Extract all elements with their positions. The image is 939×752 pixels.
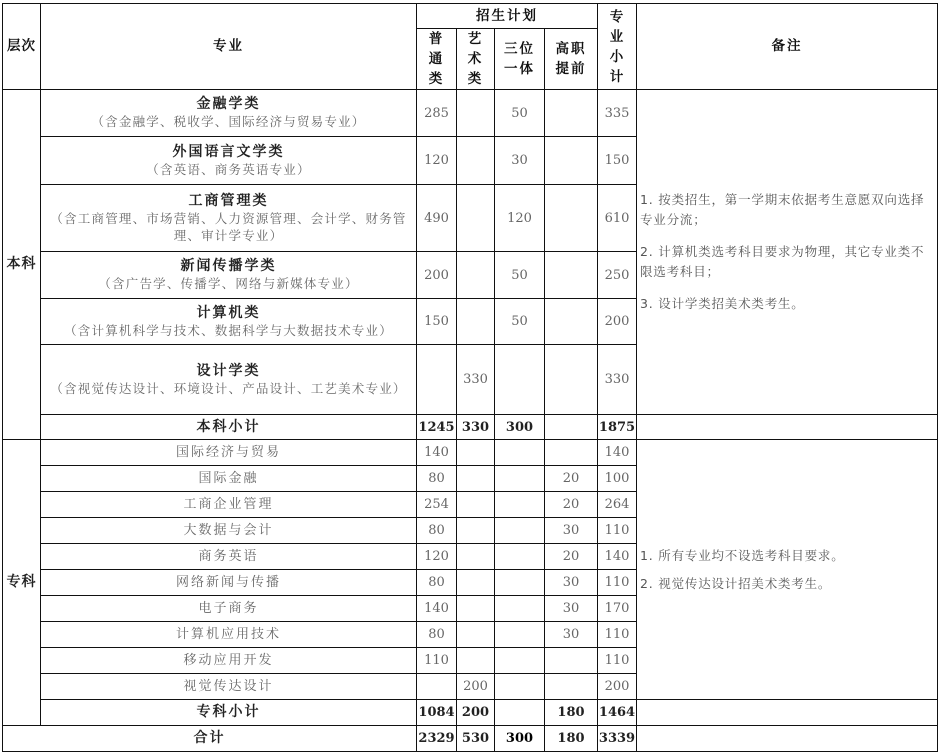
header-major: 专业 — [41, 4, 417, 90]
art-count: 330 — [457, 345, 495, 415]
general-count — [417, 674, 457, 700]
header-art — [457, 29, 495, 90]
art-count — [457, 492, 495, 518]
trinity-count: 50 — [495, 252, 545, 299]
general-count: 285 — [417, 90, 457, 137]
header-general-label: 普通类 — [428, 31, 445, 87]
art-count — [457, 90, 495, 137]
undergrad-remarks — [637, 90, 938, 415]
major-category-detail: （含工商管理、市场营销、人力资源管理、会计学、财务管理、审计学专业） — [50, 210, 407, 243]
major-category-detail: （含视觉传达设计、环境设计、产品设计、工艺美术专业） — [50, 380, 407, 396]
subtotal-count: 200 — [598, 674, 637, 700]
major-category-detail: （含广告学、传播学、网络与新媒体专业） — [98, 276, 359, 291]
subtotal-count: 170 — [598, 596, 637, 622]
undergrad-total-remark — [637, 415, 938, 440]
major-name: 视觉传达设计 — [41, 674, 417, 700]
major-name: 大数据与会计 — [41, 518, 417, 544]
grand-total-row — [3, 726, 938, 752]
subtotal-count: 1875 — [598, 415, 637, 440]
grand-total-remark — [637, 726, 938, 752]
general-count: 140 — [417, 596, 457, 622]
vocational-count — [545, 415, 598, 440]
header-vocational-label: 高职提前 — [555, 41, 587, 77]
trinity-count: 300 — [495, 726, 545, 752]
vocational-count: 20 — [545, 466, 598, 492]
subtotal-count: 110 — [598, 622, 637, 648]
vocational-count: 180 — [545, 700, 598, 726]
subtotal-count: 100 — [598, 466, 637, 492]
trinity-count: 120 — [495, 185, 545, 252]
art-count — [457, 648, 495, 674]
vocational-count — [545, 440, 598, 466]
art-count: 200 — [457, 700, 495, 726]
subtotal-count: 264 — [598, 492, 637, 518]
art-count — [457, 466, 495, 492]
general-count: 2329 — [417, 726, 457, 752]
junior-total-row — [3, 700, 938, 726]
vocational-count: 180 — [545, 726, 598, 752]
general-count: 140 — [417, 440, 457, 466]
trinity-count — [495, 570, 545, 596]
art-count: 530 — [457, 726, 495, 752]
major-name: 移动应用开发 — [41, 648, 417, 674]
undergrad-total-row — [3, 415, 938, 440]
major-category-title: 工商管理类 — [188, 192, 269, 209]
subtotal-count: 140 — [598, 544, 637, 570]
header-subtotal-label: 专业小计 — [609, 8, 625, 85]
vocational-count: 20 — [545, 544, 598, 570]
trinity-count: 50 — [495, 299, 545, 345]
major-category-detail: （含英语、商务英语专业） — [146, 161, 311, 177]
major-cell — [41, 90, 417, 137]
art-count — [457, 137, 495, 185]
art-count — [457, 299, 495, 345]
vocational-count — [545, 345, 598, 415]
major-cell — [41, 252, 417, 299]
general-count: 120 — [417, 137, 457, 185]
vocational-count — [545, 299, 598, 345]
level-junior: 专科 — [3, 440, 41, 726]
general-count — [417, 345, 457, 415]
general-count: 110 — [417, 648, 457, 674]
trinity-count — [495, 622, 545, 648]
header-subtotal — [598, 4, 637, 90]
trinity-count — [495, 596, 545, 622]
subtotal-count: 110 — [598, 570, 637, 596]
junior-total-label: 专科小计 — [41, 700, 417, 726]
trinity-count — [495, 700, 545, 726]
general-count: 120 — [417, 544, 457, 570]
major-category-detail: （含计算机科学与技术、数据科学与大数据技术专业） — [64, 322, 393, 338]
trinity-count: 30 — [495, 137, 545, 185]
art-count — [457, 596, 495, 622]
major-category-title: 计算机类 — [196, 304, 261, 321]
remark-item: 3. 设计学类招美术类考生。 — [640, 296, 805, 311]
trinity-count — [495, 466, 545, 492]
general-count: 150 — [417, 299, 457, 345]
art-count: 330 — [457, 415, 495, 440]
major-name: 电子商务 — [41, 596, 417, 622]
subtotal-count: 335 — [598, 90, 637, 137]
vocational-count — [545, 137, 598, 185]
trinity-count: 300 — [495, 415, 545, 440]
art-count — [457, 622, 495, 648]
subtotal-count: 610 — [598, 185, 637, 252]
general-count: 200 — [417, 252, 457, 299]
major-name: 国际金融 — [41, 466, 417, 492]
art-count — [457, 570, 495, 596]
major-cell — [41, 185, 417, 252]
general-count: 80 — [417, 622, 457, 648]
vocational-count: 30 — [545, 518, 598, 544]
subtotal-count: 250 — [598, 252, 637, 299]
enrollment-plan-table — [2, 3, 938, 752]
vocational-count — [545, 674, 598, 700]
general-count: 1245 — [417, 415, 457, 440]
art-count — [457, 518, 495, 544]
major-category-title: 新闻传播学类 — [180, 258, 277, 274]
major-category-title: 外国语言文学类 — [172, 143, 285, 160]
major-name: 计算机应用技术 — [41, 622, 417, 648]
subtotal-count: 200 — [598, 299, 637, 345]
remark-item: 2. 计算机类选考科目要求为物理，其它专业类不限选考科目； — [640, 244, 925, 279]
remark-item: 1. 按类招生，第一学期末依据考生意愿双向选择专业分流； — [640, 192, 925, 227]
major-cell — [41, 137, 417, 185]
major-name: 网络新闻与传播 — [41, 570, 417, 596]
subtotal-count: 110 — [598, 518, 637, 544]
major-category-detail: （含金融学、税收学、国际经济与贸易专业） — [91, 114, 366, 129]
major-category-title: 金融学类 — [196, 96, 261, 112]
vocational-count — [545, 90, 598, 137]
trinity-count — [495, 440, 545, 466]
major-name: 国际经济与贸易 — [41, 440, 417, 466]
subtotal-count: 3339 — [598, 726, 637, 752]
trinity-count: 50 — [495, 90, 545, 137]
remark-item: 2. 视觉传达设计招美术类考生。 — [640, 575, 832, 591]
subtotal-count: 150 — [598, 137, 637, 185]
junior-row — [3, 440, 938, 466]
trinity-count — [495, 345, 545, 415]
subtotal-count: 110 — [598, 648, 637, 674]
vocational-count — [545, 648, 598, 674]
header-vocational — [545, 29, 598, 90]
major-cell — [41, 299, 417, 345]
art-count — [457, 252, 495, 299]
general-count: 254 — [417, 492, 457, 518]
general-count: 80 — [417, 466, 457, 492]
level-undergrad: 本科 — [3, 90, 41, 440]
trinity-count — [495, 674, 545, 700]
undergrad-total-label: 本科小计 — [41, 415, 417, 440]
header-level: 层次 — [3, 4, 41, 90]
undergrad-row — [3, 90, 938, 137]
trinity-count — [495, 648, 545, 674]
major-cell — [41, 345, 417, 415]
remark-item: 1. 所有专业均不设选考科目要求。 — [640, 547, 845, 563]
general-count: 80 — [417, 518, 457, 544]
trinity-count — [495, 518, 545, 544]
major-name: 工商企业管理 — [41, 492, 417, 518]
art-count: 200 — [457, 674, 495, 700]
vocational-count: 30 — [545, 596, 598, 622]
vocational-count: 30 — [545, 622, 598, 648]
header-trinity — [495, 29, 545, 90]
subtotal-count: 140 — [598, 440, 637, 466]
header-plan-group: 招生计划 — [417, 4, 598, 29]
vocational-count: 30 — [545, 570, 598, 596]
vocational-count — [545, 252, 598, 299]
subtotal-count: 1464 — [598, 700, 637, 726]
trinity-count — [495, 492, 545, 518]
major-name: 商务英语 — [41, 544, 417, 570]
general-count: 80 — [417, 570, 457, 596]
art-count — [457, 544, 495, 570]
general-count: 490 — [417, 185, 457, 252]
general-count: 1084 — [417, 700, 457, 726]
header-remarks: 备注 — [637, 4, 938, 90]
art-count — [457, 440, 495, 466]
subtotal-count: 330 — [598, 345, 637, 415]
header-trinity-label: 三位一体 — [504, 41, 535, 77]
major-category-title: 设计学类 — [196, 362, 261, 379]
junior-total-remark — [637, 700, 938, 726]
vocational-count — [545, 185, 598, 252]
header-general — [417, 29, 457, 90]
trinity-count — [495, 544, 545, 570]
art-count — [457, 185, 495, 252]
header-row-1 — [3, 4, 938, 29]
junior-remarks — [637, 440, 938, 700]
vocational-count: 20 — [545, 492, 598, 518]
grand-total-label: 合计 — [3, 726, 417, 752]
header-art-label: 艺术类 — [467, 31, 484, 87]
